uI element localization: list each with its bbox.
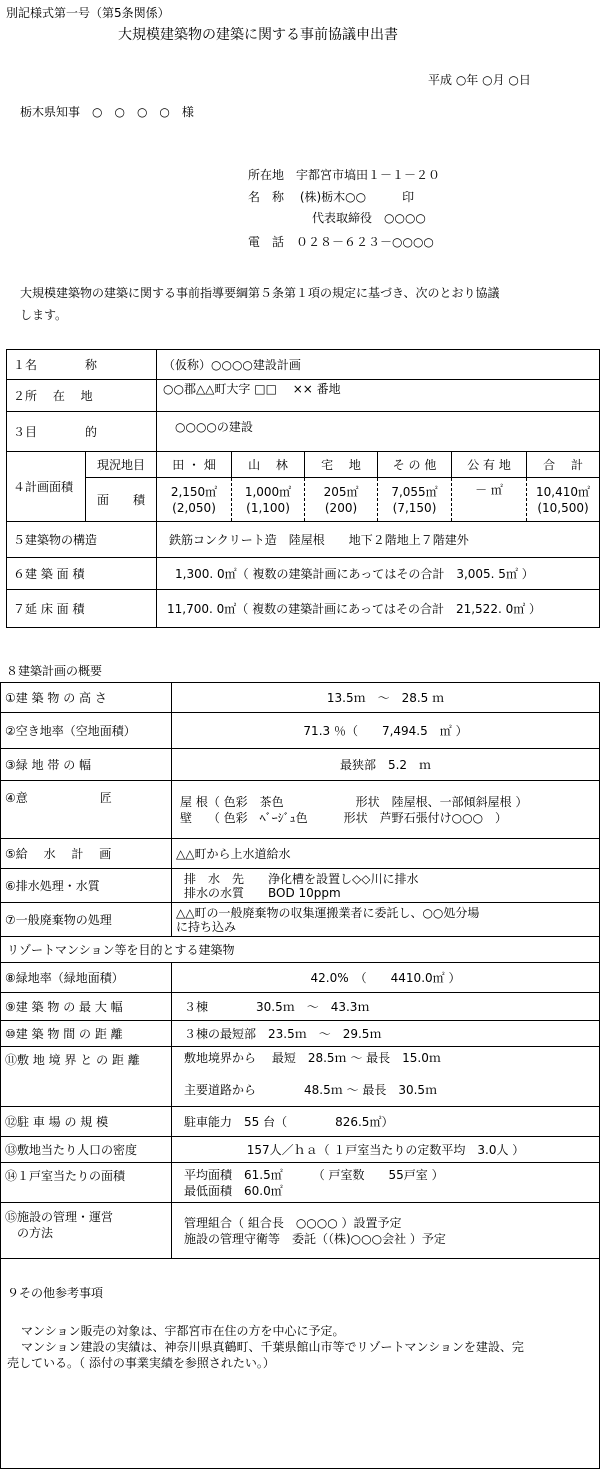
green-ratio-label: ⑧緑地率（緑地面積）: [1, 963, 172, 993]
applicant-name: 名 称 (株)栃木○○ 印: [248, 190, 415, 204]
population-density-value: 157人／ｈａ（ １戸室当たりの定数平均 3.0人 ）: [172, 1137, 600, 1163]
area-value: 205㎡: [323, 484, 359, 499]
boundary-from-site: 敷地境界から 最短 28.5ｍ ～ 最長 15.0ｍ: [184, 1051, 441, 1065]
water-supply-value: △△町から上水道給水: [172, 839, 600, 869]
overview-table: [6, 349, 600, 628]
floor-area-value: 11,700. 0㎡（ 複数の建築計画にあってはその合計 21,522. 0㎡ ）: [157, 590, 600, 628]
drainage-destination: 排 水 先 浄化槽を設置し◇◇川に排水: [184, 871, 419, 886]
boundary-distance-label: ⑪敷 地 境 界 と の 距 離: [1, 1047, 172, 1107]
drainage-value: [172, 869, 600, 903]
structure-label: ５建築物の構造: [7, 522, 157, 558]
unit-area-label: ⑭１戸室当たりの面積: [1, 1163, 172, 1203]
applicant-address: 所在地 宇都宮市塙田１－１－２０: [248, 168, 441, 182]
col-residential: 宅 地: [305, 452, 378, 478]
applicant-phone: 電 話 ０２８－６２３－○○○○: [248, 235, 434, 249]
management-label-line-1: ⑮施設の管理・運営: [5, 1210, 114, 1224]
parking-label: ⑫駐 車 場 の 規 模: [1, 1107, 172, 1137]
unit-area-minimum: 最低面積 60.0㎡: [184, 1183, 283, 1198]
building-distance-value: ３棟の最短部 23.5ｍ ～ 29.5ｍ: [172, 1021, 600, 1047]
area-label: 面 積: [86, 478, 157, 522]
section-8-title: ８建築計画の概要: [6, 664, 103, 678]
area-public: [452, 478, 527, 522]
height-label: ①建 築 物 の 高 さ: [1, 683, 172, 713]
area-prev-value: (1,100): [246, 500, 290, 515]
building-area-value: 1,300. 0㎡（ 複数の建築計画にあってはその合計 3,005. 5㎡ ）: [157, 558, 600, 590]
area-value: 2,150㎡: [170, 484, 218, 499]
location-value: ○○郡△△町大字 □□ ×× 番地: [157, 380, 600, 412]
green-belt-label: ③緑 地 帯 の 幅: [1, 749, 172, 781]
management-value: [172, 1203, 600, 1259]
parking-value: 駐車能力 55 台（ 826.5㎡）: [172, 1107, 600, 1137]
height-value: 13.5ｍ ～ 28.5 ｍ: [172, 683, 600, 713]
document-date: 平成 ○年 ○月 ○日: [428, 73, 531, 87]
intro-line-2: します。: [20, 308, 68, 322]
purpose-label: ３目 的: [7, 412, 157, 452]
area-residential: [305, 478, 378, 522]
form-number: 別記様式第一号（第5条関係）: [6, 6, 170, 20]
col-other: そ の 他: [378, 452, 452, 478]
area-forest: [232, 478, 305, 522]
plan-summary-table: [0, 682, 600, 1469]
building-area-label: ６建 築 面 積: [7, 558, 157, 590]
unit-area-average: 平均面積 61.5㎡ （ 戸室数 55戸室 ）: [184, 1167, 444, 1182]
area-total: [527, 478, 600, 522]
intro-line-1: 大規模建築物の建築に関する事前指導要綱第５条第１項の規定に基づき、次のとおり協議: [20, 286, 500, 300]
management-label-line-2: の方法: [17, 1226, 54, 1240]
population-density-label: ⑬敷地当たり人口の密度: [1, 1137, 172, 1163]
management-association: 管理組合（ 組合長 ○○○○ ）設置予定: [184, 1215, 402, 1230]
open-space-label: ②空き地率（空地面積）: [1, 713, 172, 749]
boundary-distance-value: [172, 1047, 600, 1107]
other-notes: [1, 1259, 600, 1469]
area-prev-value: (2,050): [172, 500, 216, 515]
area-prev-value: (200): [324, 500, 358, 515]
green-belt-value: 最狭部 5.2 ｍ: [172, 749, 600, 781]
area-other: [378, 478, 452, 522]
management-security: 施設の管理守衛等 委託（（株)○○○会社 ）予定: [184, 1231, 446, 1246]
location-label: ２所 在 地: [7, 380, 157, 412]
green-ratio-value: 42.0% （ 4410.0㎡ ）: [172, 963, 600, 993]
open-space-value: 71.3 ％（ 7,494.5 ㎡ ）: [172, 713, 600, 749]
waste-line-2: に持ち込み: [176, 919, 237, 934]
section-9-title: ９その他参考事項: [7, 1286, 104, 1300]
boundary-from-road: 主要道路から 48.5ｍ ～ 最長 30.5ｍ: [184, 1083, 438, 1097]
document-title: 大規模建築物の建築に関する事前協議申出書: [118, 27, 398, 43]
design-wall: 壁 （ 色彩 ﾍﾞｰｼﾞｭ色 形状 芦野石張付け○○○ ）: [180, 810, 508, 825]
name-value: （仮称）○○○○建設計画: [157, 350, 600, 380]
area-field: [157, 478, 232, 522]
plan-area-label: ４計画面積: [7, 452, 86, 522]
unit-area-value: [172, 1163, 600, 1203]
drainage-label: ⑥排水処理・水質: [1, 869, 172, 903]
resort-heading: リゾートマンション等を目的とする建築物: [1, 937, 600, 963]
max-width-value: ３棟 30.5ｍ ～ 43.3ｍ: [172, 993, 600, 1021]
waste-value: [172, 903, 600, 937]
addressee: 栃木県知事 ○ ○ ○ ○ 様: [20, 105, 194, 119]
area-value: － ㎡: [475, 483, 503, 497]
building-distance-label: ⑩建 築 物 間 の 距 離: [1, 1021, 172, 1047]
waste-line-1: △△町の一般廃棄物の収集運搬業者に委託し、○○処分場: [176, 905, 480, 920]
area-prev-value: (10,500): [537, 500, 589, 515]
area-value: 1,000㎡: [244, 484, 292, 499]
notes-track-record-2: 売している。（ 添付の事業実績を参照されたい。）: [7, 1356, 275, 1370]
col-public: 公 有 地: [452, 452, 527, 478]
waste-label: ⑦一般廃棄物の処理: [1, 903, 172, 937]
notes-sales: マンション販売の対象は、宇都宮市在住の方を中心に予定。: [21, 1324, 345, 1338]
name-label: １名 称: [7, 350, 157, 380]
drainage-quality: 排水の水質 BOD 10ppm: [184, 885, 341, 900]
max-width-label: ⑨建 築 物 の 最 大 幅: [1, 993, 172, 1021]
notes-track-record-1: マンション建設の実績は、神奈川県真鶴町、千葉県館山市等でリゾートマンションを建設、完: [21, 1340, 524, 1354]
design-label: ④意 匠: [1, 781, 172, 839]
current-land-label: 現況地目: [86, 452, 157, 478]
design-roof: 屋 根（ 色彩 茶色 形状 陸屋根、一部傾斜屋根 ）: [180, 794, 528, 809]
applicant-representative: 代表取締役 ○○○○: [312, 211, 426, 225]
col-forest: 山 林: [232, 452, 305, 478]
floor-area-label: ７延 床 面 積: [7, 590, 157, 628]
water-supply-label: ⑤給 水 計 画: [1, 839, 172, 869]
design-value: [172, 781, 600, 839]
area-value: 10,410㎡: [536, 484, 591, 499]
area-prev-value: (7,150): [392, 500, 437, 515]
structure-value: 鉄筋コンクリート造 陸屋根 地下２階地上７階建外: [157, 522, 600, 558]
col-field: 田 ・ 畑: [157, 452, 232, 478]
area-value: 7,055㎡: [391, 484, 438, 499]
management-label: [1, 1203, 172, 1259]
purpose-value: ○○○○の建設: [157, 412, 600, 452]
col-total: 合 計: [527, 452, 600, 478]
